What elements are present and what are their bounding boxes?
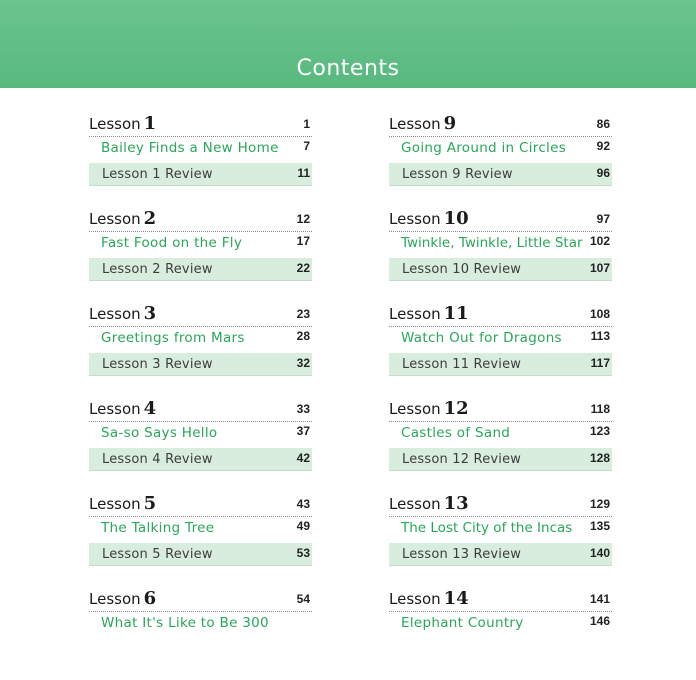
story-page: 49 [296, 519, 310, 533]
story-page: 113 [590, 329, 610, 343]
story-title: The Lost City of the Incas [401, 519, 573, 536]
story-page: 102 [589, 234, 610, 248]
review-entry[interactable] [389, 163, 612, 186]
story-page: 28 [296, 329, 310, 343]
review-entry[interactable] [389, 258, 612, 281]
lesson-number: 10 [443, 208, 469, 229]
review-entry[interactable] [89, 163, 312, 186]
lesson-label: Lesson [89, 400, 141, 418]
lesson-page: 43 [296, 497, 310, 511]
lesson-label: Lesson [389, 590, 441, 608]
review-entry[interactable] [389, 543, 612, 566]
lesson-heading[interactable] [389, 585, 612, 609]
story-entry[interactable] [89, 422, 312, 443]
lesson-page: 108 [589, 307, 610, 321]
review-entry[interactable] [89, 353, 312, 376]
story-page: 135 [589, 519, 610, 533]
lesson-page: 118 [590, 402, 610, 416]
story-title: Greetings from Mars [101, 329, 245, 346]
lesson-label: Lesson [389, 400, 441, 418]
review-page: 11 [297, 165, 310, 180]
lesson-page: 54 [296, 592, 310, 606]
story-entry[interactable] [89, 137, 312, 158]
review-page: 96 [596, 165, 610, 180]
lesson-page: 33 [296, 402, 310, 416]
story-page: 92 [596, 139, 610, 153]
story-title: Twinkle, Twinkle, Little Star [401, 234, 583, 251]
lesson-entry [89, 585, 312, 680]
review-page: 22 [296, 260, 310, 275]
review-entry[interactable] [89, 448, 312, 471]
story-entry[interactable] [89, 327, 312, 348]
review-title: Lesson 4 Review [102, 451, 213, 467]
lesson-entry [89, 205, 312, 300]
lesson-page: 141 [589, 592, 610, 606]
lesson-number: 9 [443, 113, 457, 134]
review-page: 107 [589, 260, 610, 275]
lesson-label: Lesson [89, 115, 141, 133]
lesson-label: Lesson [389, 210, 441, 228]
lesson-entry [89, 110, 312, 205]
lesson-number: 2 [143, 208, 157, 229]
story-title: Castles of Sand [401, 424, 511, 441]
review-title: Lesson 9 Review [402, 166, 513, 182]
lesson-number: 11 [443, 303, 469, 324]
lesson-heading[interactable] [89, 205, 312, 229]
lesson-heading[interactable] [389, 300, 612, 324]
lesson-entry [389, 490, 612, 585]
story-page: 17 [296, 234, 310, 248]
story-title: Bailey Finds a New Home [101, 139, 279, 156]
lesson-label: Lesson [389, 495, 441, 513]
lesson-entry [389, 205, 612, 300]
review-entry[interactable] [389, 353, 612, 376]
lesson-heading[interactable] [89, 585, 312, 609]
lesson-heading[interactable] [389, 490, 612, 514]
lesson-number: 13 [443, 493, 469, 514]
review-page: 42 [296, 450, 310, 465]
review-title: Lesson 1 Review [102, 166, 213, 182]
lesson-number: 3 [143, 303, 157, 324]
lesson-page: 23 [296, 307, 310, 321]
lesson-entry [389, 395, 612, 490]
review-title: Lesson 13 Review [402, 546, 522, 562]
review-title: Lesson 12 Review [402, 451, 522, 467]
page-title: Contents [296, 56, 400, 81]
lesson-number: 12 [443, 398, 469, 419]
review-page: 53 [296, 545, 310, 560]
lesson-entry [89, 490, 312, 585]
story-entry[interactable] [389, 232, 612, 253]
lesson-number: 6 [143, 588, 157, 609]
story-entry[interactable] [389, 327, 612, 348]
lesson-page: 12 [296, 212, 310, 226]
story-title: What It's Like to Be 300 [101, 614, 269, 631]
lesson-heading[interactable] [389, 395, 612, 419]
review-page: 128 [589, 450, 610, 465]
review-title: Lesson 10 Review [402, 261, 522, 277]
story-title: Elephant Country [401, 614, 524, 631]
lesson-label: Lesson [89, 305, 141, 323]
lesson-number: 1 [143, 113, 157, 134]
review-entry[interactable] [89, 258, 312, 281]
story-entry[interactable] [89, 232, 312, 253]
lesson-label: Lesson [389, 115, 441, 133]
left-column [89, 110, 312, 680]
lesson-entry [389, 585, 612, 680]
review-page: 117 [590, 355, 610, 370]
right-column [389, 110, 612, 680]
review-title: Lesson 5 Review [102, 546, 213, 562]
lesson-heading[interactable] [89, 490, 312, 514]
story-page: 7 [303, 139, 310, 153]
lesson-entry [89, 395, 312, 490]
lesson-heading[interactable] [89, 395, 312, 419]
lesson-page: 86 [596, 117, 610, 131]
lesson-heading[interactable] [389, 110, 612, 134]
lesson-label: Lesson [389, 305, 441, 323]
lesson-label: Lesson [89, 590, 141, 608]
review-page: 140 [589, 545, 610, 560]
review-entry[interactable] [389, 448, 612, 471]
story-entry[interactable] [389, 517, 612, 538]
lesson-entry [389, 110, 612, 205]
lesson-page: 97 [596, 212, 610, 226]
lesson-heading[interactable] [389, 205, 612, 229]
story-page: 123 [589, 424, 610, 438]
lesson-page: 1 [303, 117, 310, 131]
story-title: Sa-so Says Hello [101, 424, 218, 441]
story-title: The Talking Tree [101, 519, 215, 536]
review-title: Lesson 11 Review [402, 356, 522, 372]
review-title: Lesson 2 Review [102, 261, 213, 277]
story-page: 146 [589, 614, 610, 628]
review-entry[interactable] [89, 543, 312, 566]
lesson-entry [389, 300, 612, 395]
story-page: 37 [296, 424, 310, 438]
story-entry[interactable] [389, 137, 612, 158]
story-title: Fast Food on the Fly [101, 234, 243, 251]
lesson-number: 4 [143, 398, 157, 419]
lesson-heading[interactable] [89, 300, 312, 324]
lesson-page: 129 [589, 497, 610, 511]
story-title: Watch Out for Dragons [401, 329, 562, 346]
lesson-heading[interactable] [89, 110, 312, 134]
header-banner [0, 0, 696, 88]
lesson-number: 14 [443, 588, 469, 609]
review-title: Lesson 3 Review [102, 356, 213, 372]
lesson-label: Lesson [89, 210, 141, 228]
lesson-entry [89, 300, 312, 395]
lesson-number: 5 [143, 493, 157, 514]
review-page: 32 [296, 355, 310, 370]
lesson-label: Lesson [89, 495, 141, 513]
story-entry[interactable] [89, 517, 312, 538]
story-entry[interactable] [389, 422, 612, 443]
story-title: Going Around in Circles [401, 139, 567, 156]
